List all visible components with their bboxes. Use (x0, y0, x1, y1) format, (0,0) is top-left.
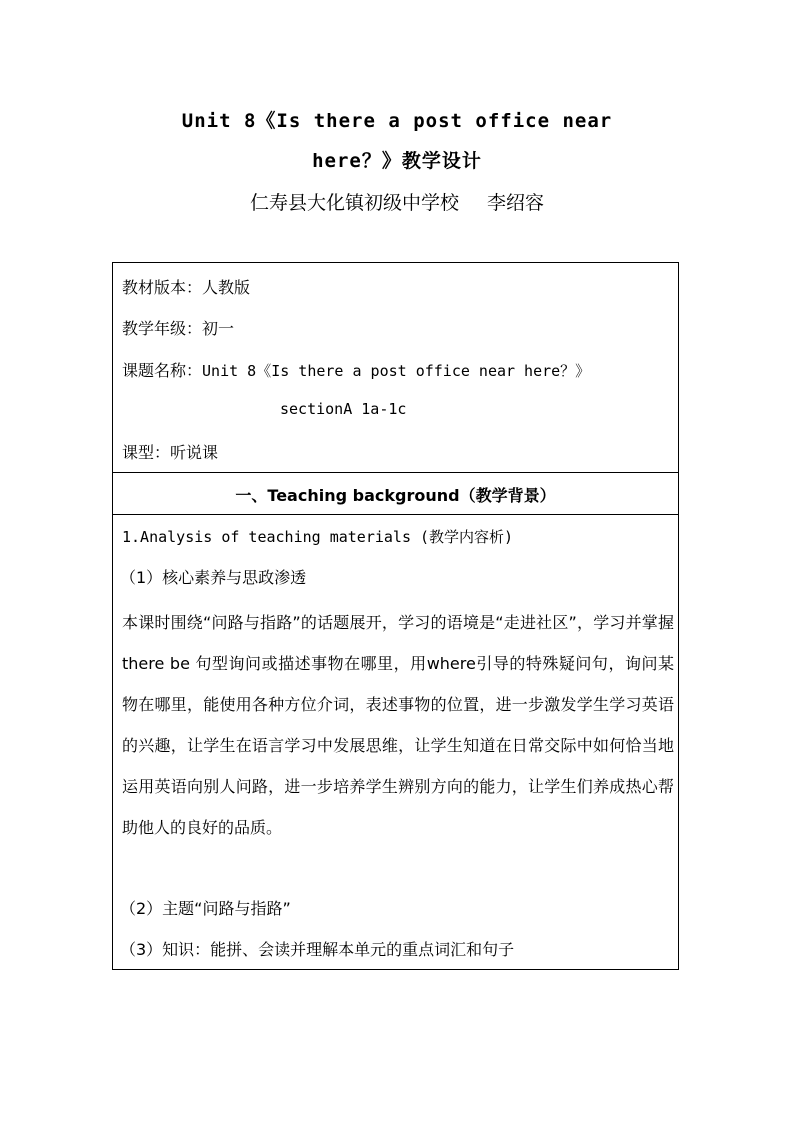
textbook-edition: 教材版本：人教版 (122, 278, 251, 297)
lesson-topic-value: Unit 8《Is there a post office near here？》 (202, 362, 591, 380)
core-literacy-title: （1）核心素养与思政渗透 (120, 568, 307, 587)
lesson-section: sectionA 1a-1c (280, 400, 407, 418)
lesson-type: 课型：听说课 (122, 443, 219, 462)
analysis-heading: 1.Analysis of teaching materials (教学内容析) (122, 528, 514, 546)
knowledge-item: （3）知识：能拼、会读并理解本单元的重点词汇和句子 (120, 940, 515, 959)
author-name: 李绍容 (487, 192, 545, 214)
school-name: 仁寿县大化镇初级中学校 (249, 192, 459, 214)
teaching-background-header-cell (113, 473, 678, 515)
theme-item: （2）主题“问路与指路” (120, 899, 291, 918)
teaching-background-heading: 一、Teaching background（教学背景） (235, 486, 556, 505)
core-literacy-paragraph: 本课时围绕“问路与指路”的话题展开，学习的语境是“走进社区”，学习并掌握there be 句型询问或描述事物在哪里，用where引导的特殊疑问句，询问某物在哪里，能使用各种方位介词，表述事物的位置，进一步激发学生学习英语的兴趣，让学生在语言学习中发展思维，让学生知道在日常交际中如何恰当地运用英语向别人问路，进一步培养学生辨别方向的能力，让学生们养成热心帮助他人的良好的品质。 (122, 613, 674, 837)
lesson-topic-label: 课题名称： (122, 361, 203, 380)
author-line (0, 188, 794, 215)
teaching-background-content-cell (113, 515, 678, 969)
lesson-plan-table (112, 262, 679, 970)
document-title-line-1: Unit 8《Is there a post office near (181, 110, 613, 132)
teaching-grade: 教学年级：初一 (122, 319, 235, 338)
lesson-meta-cell (113, 263, 678, 473)
lesson-topic (122, 358, 590, 381)
document-title-line-2: here？》教学设计 (312, 150, 482, 172)
